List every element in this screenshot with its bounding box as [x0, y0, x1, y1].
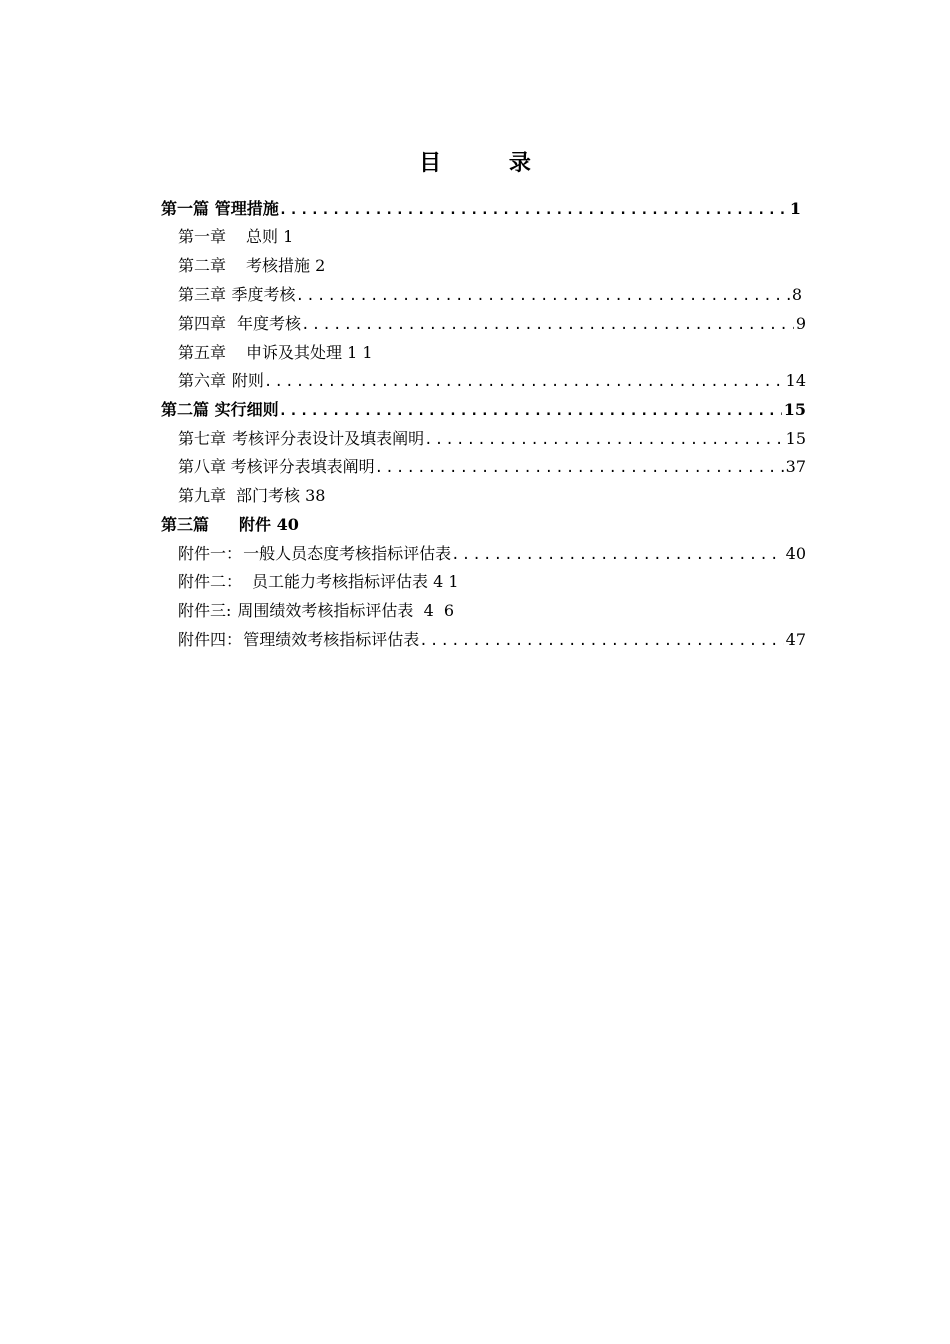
- toc-entry-page: 15: [785, 429, 806, 448]
- toc-appendix-2[interactable]: [178, 571, 459, 593]
- toc-chapter-8[interactable]: [178, 456, 806, 478]
- toc-entry-prefix: 第一章: [178, 227, 227, 246]
- toc-entry-title: 申诉及其处理 1 1: [246, 343, 373, 362]
- dot-leader: [279, 199, 788, 221]
- toc-entry-page: 40: [785, 544, 806, 563]
- toc-entry-prefix: 附件二：: [178, 572, 243, 591]
- toc-entry-title: 考核评分表填表阐明: [230, 457, 375, 476]
- toc-entry-title: 总则 1: [246, 227, 294, 246]
- toc-appendix-4[interactable]: [178, 629, 806, 651]
- toc-entry-title: 年度考核: [237, 314, 302, 333]
- toc-chapter-6[interactable]: [178, 370, 806, 392]
- toc-chapter-4[interactable]: [178, 313, 806, 335]
- toc-entry-title: 员工能力考核指标评估表 4 1: [252, 572, 459, 591]
- dot-leader: [419, 630, 783, 652]
- toc-part-2[interactable]: [161, 399, 806, 421]
- toc-entry-page: 15: [783, 400, 806, 419]
- toc-entry-title: 考核评分表设计及填表阐明: [232, 429, 425, 448]
- toc-entry-title: 管理措施: [214, 199, 279, 218]
- toc-chapter-2[interactable]: [178, 255, 325, 277]
- toc-entry-page: 14: [785, 371, 806, 390]
- toc-entry-prefix: 第四章: [178, 314, 227, 333]
- toc-entry-title: 周围绩效考核指标评估表 4 6: [237, 601, 455, 620]
- toc-entry-prefix: 第九章: [178, 486, 227, 505]
- toc-entry-title: 部门考核 38: [236, 486, 326, 505]
- dot-leader: [296, 285, 790, 307]
- dot-leader: [375, 457, 784, 479]
- toc-part-3[interactable]: [161, 514, 299, 536]
- toc-entry-prefix: 第五章: [178, 343, 227, 362]
- toc-chapter-7[interactable]: [178, 428, 806, 450]
- toc-part-1[interactable]: [161, 198, 801, 220]
- dot-leader: [451, 544, 783, 566]
- dot-leader: [424, 429, 784, 451]
- toc-entry-page: 9: [795, 314, 806, 333]
- toc-entry-page: 47: [785, 630, 806, 649]
- toc-entry-title: 管理绩效考核指标评估表: [243, 630, 420, 649]
- toc-chapter-9[interactable]: [178, 485, 325, 507]
- toc-entry-title: 实行细则: [214, 400, 279, 419]
- toc-entry-page: 37: [785, 457, 806, 476]
- toc-entry-prefix: 第六章: [178, 371, 227, 390]
- toc-entry-title: 季度考核: [231, 285, 296, 304]
- toc-entry-prefix: 第一篇: [161, 199, 210, 218]
- dot-leader: [301, 314, 794, 336]
- toc-entry-prefix: 附件三:: [178, 601, 232, 620]
- toc-entry-title: 一般人员态度考核指标评估表: [243, 544, 452, 563]
- toc-entry-page: 1: [789, 199, 801, 218]
- toc-appendix-1[interactable]: [178, 543, 806, 565]
- toc-entry-title: 附件 40: [239, 515, 299, 534]
- toc-entry-title: 考核措施 2: [246, 256, 326, 275]
- toc-entry-prefix: 第二章: [178, 256, 227, 275]
- toc-appendix-3[interactable]: [178, 600, 454, 622]
- toc-chapter-1[interactable]: [178, 226, 293, 248]
- toc-entry-prefix: 第二篇: [161, 400, 210, 419]
- toc-entry-prefix: 第八章: [178, 457, 227, 476]
- dot-leader: [279, 400, 782, 422]
- dot-leader: [264, 371, 784, 393]
- toc-chapter-5[interactable]: [178, 342, 373, 364]
- toc-entry-prefix: 附件四：: [178, 630, 243, 649]
- page-title: 目 录: [419, 150, 561, 176]
- toc-entry-page: 8: [791, 285, 802, 304]
- toc-entry-prefix: 第三篇: [161, 515, 210, 534]
- toc-entry-title: 附则: [231, 371, 264, 390]
- toc-entry-prefix: 附件一：: [178, 544, 243, 563]
- toc-entry-prefix: 第三章: [178, 285, 227, 304]
- toc-entry-prefix: 第七章: [178, 429, 227, 448]
- toc-chapter-3[interactable]: [178, 284, 802, 306]
